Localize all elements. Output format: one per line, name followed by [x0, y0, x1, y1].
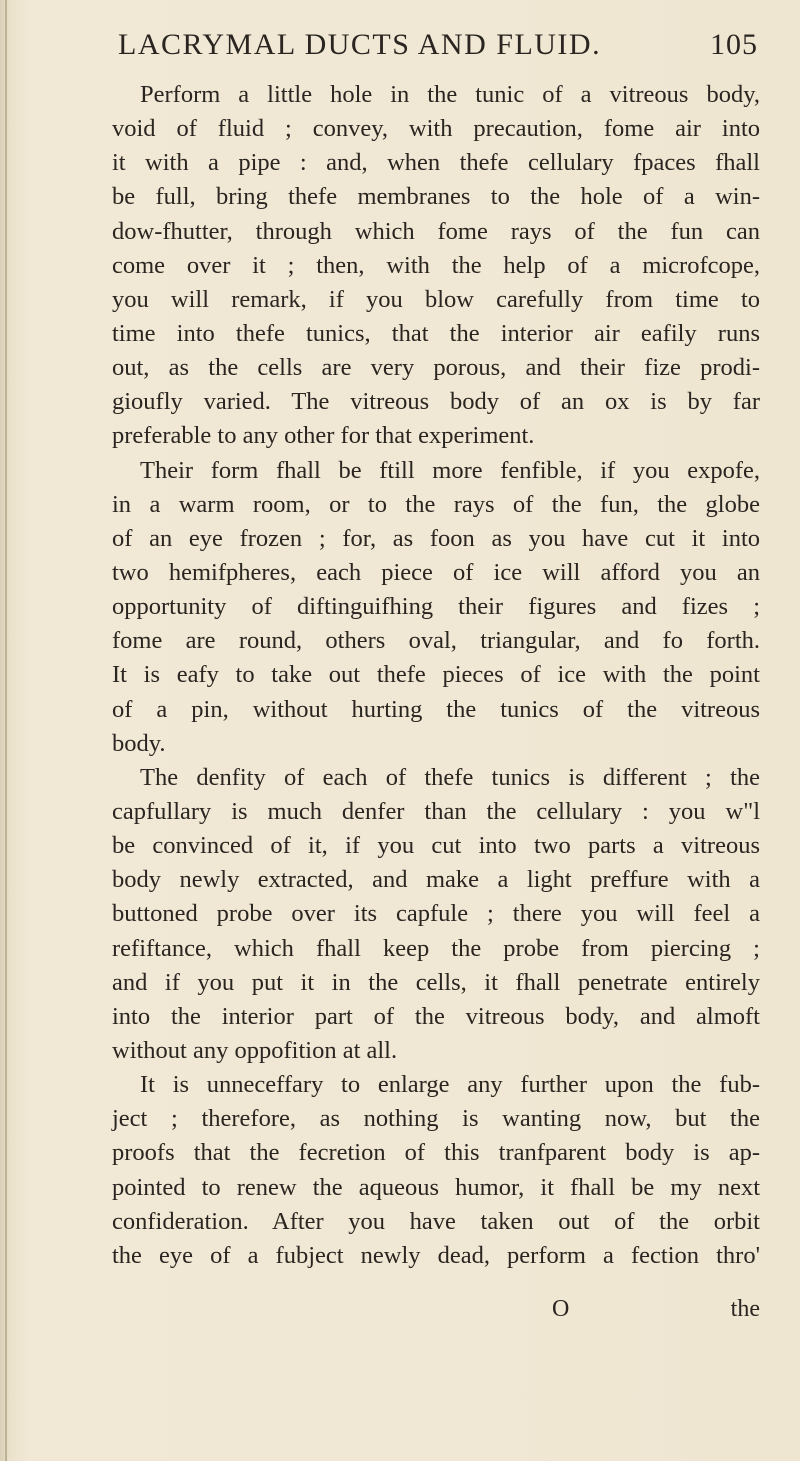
- page-number: 105: [710, 28, 758, 61]
- text-line: in a warm room, or to the rays of the fun, the globe: [112, 490, 760, 518]
- text-line: it with a pipe : and, when thefe cellulary fpaces fhall: [112, 149, 760, 177]
- text-line: Perform a little hole in the tunic of a vitreous body,: [140, 81, 760, 108]
- text-line: body newly extracted, and make a light preffure with a: [112, 866, 760, 894]
- body-text: [112, 78, 760, 1273]
- page-footer: [112, 1296, 760, 1330]
- text-line: It is unneceffary to enlarge any further upon the fub-: [140, 1071, 760, 1099]
- text-line: be full, bring thefe membranes to the hole of a win-: [112, 183, 760, 211]
- text-line: pointed to renew the aqueous humor, it fhall be my next: [112, 1173, 760, 1201]
- text-line: and if you put it in the cells, it fhall penetrate entirely: [112, 968, 760, 996]
- text-line: proofs that the fecretion of this tranfparent body is ap-: [112, 1139, 760, 1167]
- text-line: of a pin, without hurting the tunics of the vitreous: [112, 695, 760, 723]
- text-line: opportunity of diftinguifhing their figures and fizes ;: [112, 593, 760, 621]
- text-line: body.: [112, 729, 166, 757]
- text-line: of an eye frozen ; for, as foon as you have cut it into: [112, 524, 760, 552]
- text-line: refiftance, which fhall keep the probe from piercing ;: [112, 934, 760, 962]
- text-line: Their form fhall be ftill more fenfible, if you expofe,: [140, 456, 760, 484]
- text-line: The denfity of each of thefe tunics is different ; the: [140, 763, 760, 791]
- signature-mark: O: [552, 1296, 570, 1322]
- text-line: buttoned probe over its capfule ; there you will feel a: [112, 900, 760, 928]
- text-line: be convinced of it, if you cut into two parts a vitreous: [112, 832, 760, 860]
- running-header: [118, 28, 758, 68]
- text-line: two hemifpheres, each piece of ice will afford you an: [112, 558, 760, 586]
- text-line: dow-fhutter, through which fome rays of the fun can: [112, 217, 760, 245]
- running-title: LACRYMAL DUCTS AND FLUID.: [118, 28, 602, 61]
- text-line: ject ; therefore, as nothing is wanting now, but the: [112, 1105, 760, 1133]
- text-line: into the interior part of the vitreous body, and almoft: [112, 1002, 760, 1030]
- text-line: you will remark, if you blow carefully from time to: [112, 285, 760, 313]
- text-line: fome are round, others oval, triangular, and fo forth.: [112, 627, 760, 655]
- text-line: capfullary is much denfer than the cellulary : you w"l: [112, 797, 760, 825]
- text-line: void of fluid ; convey, with precaution, fome air into: [112, 115, 760, 143]
- text-line: It is eafy to take out thefe pieces of ice with the point: [112, 661, 760, 689]
- text-line: time into thefe tunics, that the interior air eafily runs: [112, 319, 760, 347]
- text-line: gioufly varied. The vitreous body of an ox is by far: [112, 388, 760, 416]
- text-line: the eye of a fubject newly dead, perform a fection thro': [112, 1241, 760, 1269]
- text-line: preferable to any other for that experiment.: [112, 422, 535, 450]
- binding-gutter: [5, 0, 7, 1461]
- text-line: confideration. After you have taken out of the orbit: [112, 1207, 760, 1235]
- text-line: without any oppofition at all.: [112, 1036, 398, 1064]
- catchword: the: [730, 1296, 760, 1322]
- text-line: come over it ; then, with the help of a microfcope,: [112, 251, 760, 279]
- text-line: out, as the cells are very porous, and their fize prodi-: [112, 354, 760, 382]
